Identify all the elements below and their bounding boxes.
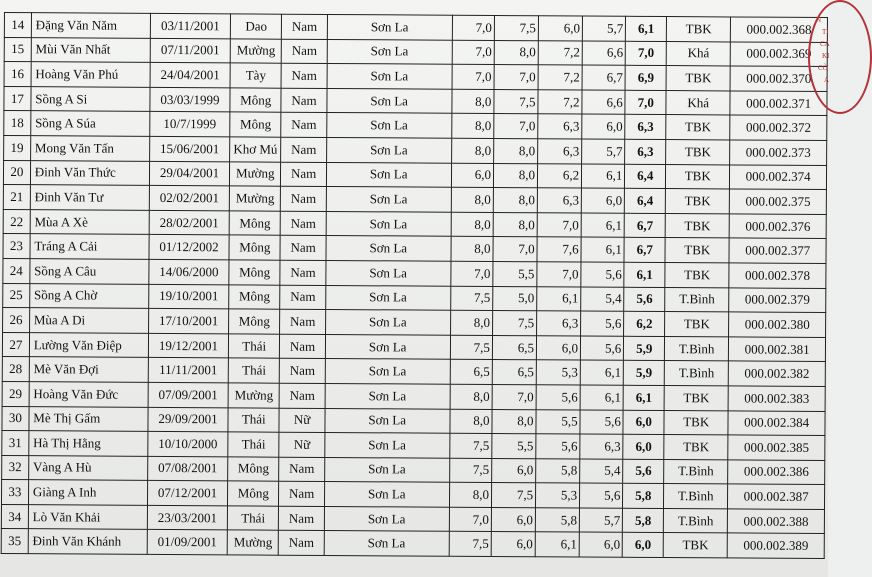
cell-ethnicity: Mường: [230, 161, 281, 186]
cell-certificate-no: 000.002.389: [727, 533, 824, 558]
cell-classification: TBK: [665, 312, 729, 337]
cell-gender: Nam: [279, 383, 325, 408]
cell-stt: 35: [1, 529, 28, 554]
cell-province: Sơn La: [326, 236, 451, 261]
cell-certificate-no: 000.002.368: [731, 17, 828, 42]
cell-dob: 14/06/2000: [149, 259, 230, 284]
cell-score3: 6,3: [537, 188, 581, 213]
cell-score2: 6,0: [491, 507, 535, 532]
cell-name: Mè Văn Đợi: [29, 357, 148, 382]
cell-score2: 6,5: [492, 335, 536, 360]
cell-province: Sơn La: [326, 260, 451, 285]
cell-score2: 5,5: [492, 434, 536, 459]
cell-dob: 17/10/2001: [148, 309, 229, 334]
cell-dob: 01/09/2001: [147, 530, 228, 555]
cell-ethnicity: Thái: [228, 407, 279, 432]
cell-stt: 28: [2, 357, 29, 382]
cell-classification: TBK: [666, 66, 730, 91]
cell-name: Giàng A Inh: [28, 480, 147, 505]
cell-stt: 34: [1, 504, 28, 529]
cell-province: Sơn La: [326, 285, 451, 310]
cell-score3: 6,1: [535, 532, 579, 557]
cell-gender: Nam: [280, 334, 326, 359]
cell-dob: 07/08/2001: [147, 456, 228, 481]
cell-average: 5,6: [624, 287, 665, 312]
cell-name: Hoàng Văn Đức: [29, 382, 148, 407]
cell-score4: 5,6: [581, 262, 624, 287]
cell-gender: Nam: [281, 113, 327, 138]
cell-score4: 5,7: [582, 16, 625, 41]
cell-score2: 6,0: [491, 532, 535, 557]
cell-average: 6,9: [625, 65, 666, 90]
cell-stt: 23: [3, 234, 30, 259]
cell-score2: 7,0: [492, 384, 536, 409]
cell-average: 6,1: [626, 16, 667, 41]
cell-classification: T.Bình: [664, 459, 728, 484]
cell-classification: T.Bình: [665, 336, 729, 361]
cell-stt: 18: [4, 111, 31, 136]
cell-score4: 6,1: [580, 360, 623, 385]
cell-ethnicity: Mông: [229, 284, 280, 309]
cell-score1: 7,0: [450, 261, 493, 286]
cell-ethnicity: Mông: [228, 481, 279, 506]
cell-stt: 26: [3, 308, 30, 333]
cell-average: 6,4: [625, 188, 666, 213]
cell-certificate-no: 000.002.372: [730, 115, 827, 140]
cell-score1: 7,0: [449, 507, 492, 532]
cell-score4: 6,0: [581, 188, 624, 213]
cell-province: Sơn La: [324, 531, 449, 556]
cell-certificate-no: 000.002.383: [728, 386, 825, 411]
cell-ethnicity: Mông: [228, 457, 279, 482]
cell-name: Sồng A Chờ: [29, 283, 148, 308]
cell-average: 6,0: [623, 410, 664, 435]
cell-score1: 8,0: [451, 89, 494, 114]
cell-stt: 30: [2, 406, 29, 431]
cell-score3: 7,2: [538, 90, 582, 115]
cell-dob: 11/11/2001: [148, 358, 229, 383]
cell-classification: T.Bình: [664, 508, 728, 533]
cell-dob: 29/09/2001: [148, 407, 229, 432]
cell-province: Sơn La: [325, 383, 450, 408]
cell-classification: T.Bình: [664, 361, 728, 386]
cell-score2: 8,0: [494, 138, 538, 163]
cell-dob: 19/10/2001: [148, 284, 229, 309]
cell-name: Hoàng Văn Phú: [31, 62, 150, 87]
cell-classification: TBK: [665, 189, 729, 214]
cell-name: Lường Văn Điệp: [29, 332, 148, 357]
cell-score3: 5,8: [536, 458, 580, 483]
cell-average: 5,8: [623, 484, 664, 509]
cell-province: Sơn La: [326, 211, 451, 236]
cell-name: Hà Thị Hằng: [29, 431, 148, 456]
cell-score3: 5,8: [535, 508, 579, 533]
cell-name: Mùa A Di: [29, 308, 148, 333]
cell-dob: 03/03/1999: [150, 87, 231, 112]
cell-classification: TBK: [667, 17, 731, 42]
cell-name: Vàng A Hù: [28, 455, 147, 480]
cell-name: Lò Văn Khải: [28, 505, 147, 530]
cell-average: 6,3: [625, 115, 666, 140]
cell-dob: 19/12/2001: [148, 333, 229, 358]
cell-name: Sồng A Si: [31, 86, 150, 111]
cell-score3: 6,0: [538, 16, 582, 41]
cell-score4: 6,6: [582, 41, 625, 66]
cell-province: Sơn La: [327, 64, 452, 89]
cell-score3: 7,0: [537, 262, 581, 287]
cell-ethnicity: Mông: [230, 88, 281, 113]
cell-dob: 23/03/2001: [147, 505, 228, 530]
cell-ethnicity: Khơ Mú: [230, 137, 281, 162]
cell-classification: Khá: [666, 90, 730, 115]
cell-dob: 29/04/2001: [149, 161, 230, 186]
cell-classification: TBK: [665, 213, 729, 238]
cell-score2: 5,0: [493, 286, 537, 311]
cell-stt: 29: [2, 381, 29, 406]
cell-stt: 32: [2, 455, 29, 480]
cell-score1: 8,0: [451, 187, 494, 212]
cell-average: 6,3: [625, 139, 666, 164]
cell-province: Sơn La: [327, 14, 452, 39]
cell-score4: 6,1: [582, 164, 625, 189]
cell-gender: Nam: [279, 506, 325, 531]
cell-province: Sơn La: [324, 506, 449, 531]
cell-name: Đặng Văn Năm: [31, 13, 150, 38]
cell-score2: 7,0: [493, 237, 537, 262]
cell-ethnicity: Mông: [229, 260, 280, 285]
cell-score4: 6,3: [580, 434, 623, 459]
cell-certificate-no: 000.002.370: [730, 66, 827, 91]
cell-average: 6,1: [623, 385, 664, 410]
cell-score4: 5,4: [580, 459, 623, 484]
cell-gender: Nam: [279, 481, 325, 506]
cell-province: Sơn La: [325, 359, 450, 384]
cell-average: 6,7: [624, 213, 665, 238]
cell-province: Sơn La: [325, 310, 450, 335]
cell-average: 7,0: [626, 41, 667, 66]
cell-dob: 07/09/2001: [148, 382, 229, 407]
cell-average: 6,0: [623, 533, 664, 558]
cell-stt: 27: [2, 332, 29, 357]
cell-classification: Khá: [666, 41, 730, 66]
cell-average: 6,0: [623, 434, 664, 459]
cell-stt: 19: [4, 135, 31, 160]
cell-score4: 5,7: [579, 508, 622, 533]
cell-province: Sơn La: [325, 408, 450, 433]
cell-certificate-no: 000.002.379: [729, 287, 826, 312]
cell-score1: 7,5: [450, 286, 493, 311]
cell-certificate-no: 000.002.388: [728, 509, 825, 534]
cell-ethnicity: Thái: [228, 506, 279, 531]
cell-ethnicity: Thái: [228, 432, 279, 457]
cell-score1: 8,0: [449, 409, 492, 434]
cell-gender: Nam: [280, 236, 326, 261]
cell-gender: Nam: [280, 260, 326, 285]
cell-name: Sồng A Súa: [31, 111, 150, 136]
cell-score4: 5,7: [582, 139, 625, 164]
cell-name: Sồng A Câu: [30, 259, 149, 284]
cell-certificate-no: 000.002.381: [729, 337, 826, 362]
cell-certificate-no: 000.002.374: [730, 164, 827, 189]
cell-name: Đinh Văn Thức: [30, 160, 149, 185]
cell-classification: TBK: [664, 435, 728, 460]
cell-gender: Nữ: [279, 432, 325, 457]
cell-score2: 8,0: [493, 163, 537, 188]
cell-name: Mùi Văn Nhất: [31, 37, 150, 62]
cell-stt: 21: [3, 185, 30, 210]
cell-score4: 6,0: [582, 114, 625, 139]
cell-name: Mùa A Xè: [30, 209, 149, 234]
cell-score2: 7,5: [494, 15, 538, 40]
cell-classification: TBK: [666, 164, 730, 189]
cell-stt: 20: [3, 160, 30, 185]
cell-gender: Nam: [280, 285, 326, 310]
cell-average: 5,9: [624, 336, 665, 361]
cell-classification: TBK: [665, 262, 729, 287]
cell-score3: 6,3: [537, 311, 581, 336]
cell-ethnicity: Mường: [230, 38, 281, 63]
cell-gender: Nam: [281, 137, 327, 162]
cell-certificate-no: 000.002.377: [729, 238, 826, 263]
cell-average: 6,1: [624, 262, 665, 287]
cell-score1: 8,0: [451, 114, 494, 139]
cell-score2: 8,0: [492, 409, 536, 434]
cell-certificate-no: 000.002.386: [728, 460, 825, 485]
cell-province: Sơn La: [325, 433, 450, 458]
cell-score1: 6,0: [451, 163, 494, 188]
cell-certificate-no: 000.002.384: [728, 410, 825, 435]
cell-dob: 24/04/2001: [150, 63, 231, 88]
cell-ethnicity: Mường: [228, 383, 279, 408]
cell-score3: 7,0: [537, 213, 581, 238]
cell-gender: Nam: [281, 162, 327, 187]
cell-score2: 7,5: [491, 483, 535, 508]
cell-gender: Nam: [280, 211, 326, 236]
cell-score2: 7,5: [492, 311, 536, 336]
cell-stt: 24: [3, 258, 30, 283]
cell-score1: 7,5: [450, 335, 493, 360]
table-row: [1, 529, 824, 559]
cell-score2: 6,5: [492, 360, 536, 385]
cell-score3: 6,3: [538, 114, 582, 139]
cell-ethnicity: Dao: [231, 14, 282, 39]
cell-classification: TBK: [664, 385, 728, 410]
cell-score4: 5,6: [581, 311, 624, 336]
cell-dob: 28/02/2001: [149, 210, 230, 235]
cell-average: 5,6: [623, 459, 664, 484]
cell-ethnicity: Mông: [229, 235, 280, 260]
cell-classification: T.Bình: [664, 484, 728, 509]
cell-classification: T.Bình: [665, 287, 729, 312]
cell-classification: TBK: [666, 140, 730, 165]
cell-score4: 6,6: [582, 90, 625, 115]
cell-score1: 8,0: [451, 212, 494, 237]
cell-ethnicity: Thái: [228, 358, 279, 383]
cell-stt: 16: [4, 62, 31, 87]
cell-ethnicity: Tày: [230, 63, 281, 88]
cell-stt: 15: [4, 37, 31, 62]
cell-province: Sơn La: [327, 113, 452, 138]
cell-gender: Nam: [282, 14, 328, 39]
cell-certificate-no: 000.002.371: [730, 91, 827, 116]
cell-certificate-no: 000.002.375: [730, 189, 827, 214]
cell-score4: 6,0: [579, 532, 622, 557]
cell-ethnicity: Mông: [229, 309, 280, 334]
cell-name: Mong Văn Tấn: [30, 136, 149, 161]
cell-certificate-no: 000.002.387: [728, 484, 825, 509]
cell-score4: 5,6: [580, 336, 623, 361]
cell-score2: 7,0: [494, 114, 538, 139]
cell-score1: 7,5: [449, 532, 492, 557]
cell-province: Sơn La: [327, 39, 452, 64]
cell-score1: 6,5: [450, 360, 493, 385]
cell-certificate-no: 000.002.380: [729, 312, 826, 337]
cell-name: Mè Thị Gấm: [29, 406, 148, 431]
cell-province: Sơn La: [325, 457, 450, 482]
cell-score1: 8,0: [450, 310, 493, 335]
cell-classification: TBK: [663, 533, 727, 558]
cell-province: Sơn La: [324, 482, 449, 507]
cell-gender: Nam: [280, 359, 326, 384]
cell-ethnicity: Mông: [229, 211, 280, 236]
cell-classification: TBK: [666, 115, 730, 140]
cell-dob: 02/02/2001: [149, 186, 230, 211]
cell-score1: 7,5: [449, 458, 492, 483]
cell-dob: 03/11/2001: [150, 13, 231, 38]
cell-gender: Nữ: [279, 408, 325, 433]
cell-score2: 7,5: [494, 89, 538, 114]
cell-gender: Nam: [281, 186, 327, 211]
cell-gender: Nam: [279, 457, 325, 482]
cell-score4: 6,7: [582, 65, 625, 90]
cell-score3: 6,3: [538, 139, 582, 164]
cell-province: Sơn La: [326, 187, 451, 212]
cell-certificate-no: 000.002.373: [730, 140, 827, 165]
cell-score1: 8,0: [451, 237, 494, 262]
cell-score3: 7,2: [538, 40, 582, 65]
cell-score3: 6,0: [536, 335, 580, 360]
cell-dob: 10/7/1999: [150, 112, 231, 137]
cell-score3: 5,3: [536, 360, 580, 385]
cell-stt: 17: [4, 86, 31, 111]
cell-name: Đinh Văn Khánh: [28, 529, 147, 554]
cell-average: 7,0: [625, 90, 666, 115]
cell-gender: Nam: [281, 88, 327, 113]
cell-score4: 5,6: [580, 410, 623, 435]
cell-stt: 14: [4, 13, 31, 38]
cell-score2: 8,0: [493, 212, 537, 237]
cell-stt: 33: [1, 480, 28, 505]
cell-score3: 6,1: [537, 286, 581, 311]
cell-classification: TBK: [664, 410, 728, 435]
cell-score3: 7,6: [537, 237, 581, 262]
cell-ethnicity: Thái: [229, 334, 280, 359]
cell-stt: 22: [3, 209, 30, 234]
cell-gender: Nam: [281, 63, 327, 88]
cell-score2: 8,0: [494, 40, 538, 65]
cell-stt: 25: [3, 283, 30, 308]
cell-ethnicity: Mông: [230, 112, 281, 137]
cell-score4: 6,1: [581, 237, 624, 262]
cell-certificate-no: 000.002.369: [730, 42, 827, 67]
cell-certificate-no: 000.002.376: [729, 214, 826, 239]
cell-classification: TBK: [665, 238, 729, 263]
cell-score1: 8,0: [449, 483, 492, 508]
cell-dob: 07/11/2001: [150, 38, 231, 63]
cell-ethnicity: Mường: [230, 186, 281, 211]
cell-average: 6,2: [624, 311, 665, 336]
cell-gender: Nam: [280, 309, 326, 334]
cell-score4: 5,4: [581, 287, 624, 312]
cell-province: Sơn La: [325, 334, 450, 359]
cell-score3: 5,3: [536, 483, 580, 508]
cell-average: 5,9: [624, 361, 665, 386]
cell-score4: 6,1: [581, 213, 624, 238]
cell-score2: 8,0: [493, 188, 537, 213]
cell-certificate-no: 000.002.382: [729, 361, 826, 386]
cell-stt: 31: [2, 431, 29, 456]
cell-province: Sơn La: [326, 162, 451, 187]
cell-dob: 01/12/2002: [149, 235, 230, 260]
cell-score3: 6,2: [537, 163, 581, 188]
cell-gender: Nam: [278, 531, 324, 556]
cell-score1: 7,0: [452, 15, 495, 40]
cell-average: 5,8: [623, 508, 664, 533]
cell-score1: 8,0: [451, 138, 494, 163]
cell-name: Tráng A Cải: [30, 234, 149, 259]
cell-dob: 07/12/2001: [147, 481, 228, 506]
cell-score4: 5,6: [580, 483, 623, 508]
cell-dob: 15/06/2001: [149, 136, 230, 161]
cell-certificate-no: 000.002.378: [729, 263, 826, 288]
cell-certificate-no: 000.002.385: [728, 435, 825, 460]
cell-average: 6,7: [624, 238, 665, 263]
cell-score1: 8,0: [450, 384, 493, 409]
cell-score3: 7,2: [538, 65, 582, 90]
cell-score3: 5,6: [536, 385, 580, 410]
cell-score2: 5,5: [493, 261, 537, 286]
results-table: [1, 12, 828, 559]
cell-score1: 7,0: [452, 40, 495, 65]
cell-name: Đinh Văn Tư: [30, 185, 149, 210]
cell-ethnicity: Mường: [227, 530, 278, 555]
cell-score4: 6,1: [580, 385, 623, 410]
cell-score2: 6,0: [492, 458, 536, 483]
cell-province: Sơn La: [327, 88, 452, 113]
cell-average: 6,4: [625, 164, 666, 189]
cell-gender: Nam: [281, 39, 327, 64]
cell-score3: 5,6: [536, 434, 580, 459]
cell-score1: 7,0: [452, 64, 495, 89]
cell-dob: 10/10/2000: [148, 431, 229, 456]
cell-score3: 5,5: [536, 409, 580, 434]
cell-score2: 7,0: [494, 65, 538, 90]
cell-score1: 7,5: [449, 433, 492, 458]
official-seal: N TI CA KI CỜ A: [808, 0, 872, 114]
cell-province: Sơn La: [326, 137, 451, 162]
